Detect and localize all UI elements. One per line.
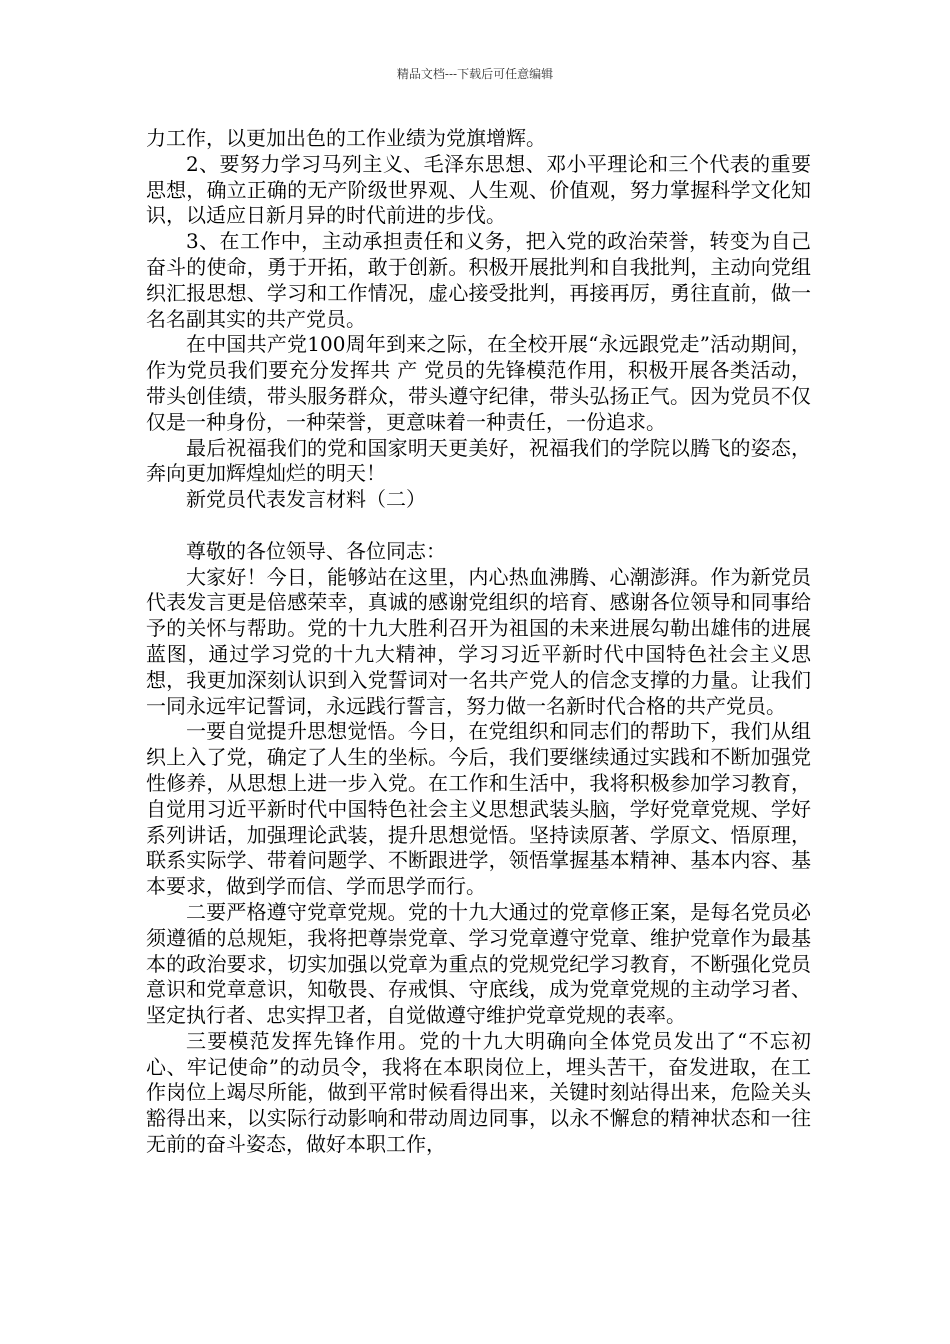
paragraph-point-3: 3、在工作中，主动承担责任和义务，把入党的政治荣誉，转变为自己奋斗的使命，勇于开拓，敢于创新。积极开展批判和自我批判，主动向党组织汇报思想、学习和工作情况，虚心接受批判，再接再厉，勇往直前，做一名名副其实的共产党员。 [146,229,811,331]
document-body [146,126,811,1158]
paragraph-point-three: 三要模范发挥先锋作用。党的十九大明确向全体党员发出了“不忘初心、牢记使命”的动员令，我将在本职岗位上，埋头苦干，奋发进取，在工作岗位上竭尽所能，做到平常时候看得出来，关键时刻站得出来，危险关头豁得出来，以实际行动影响和带动周边同事，以永不懈怠的精神状态和一往无前的奋斗姿态，做好本职工作， [146,1028,811,1157]
paragraph-continuation: 力工作，以更加出色的工作业绩为党旗增辉。 [146,126,546,150]
section-title: 新党员代表发言材料（二） [186,487,426,512]
salutation: 尊敬的各位领导、各位同志： [186,538,446,563]
paragraph-greeting: 大家好！今日，能够站在这里，内心热血沸腾、心潮澎湃。作为新党员代表发言更是倍感荣幸，真诚的感谢党组织的培育、感谢各位领导和同事给予的关怀与帮助。党的十九大胜利召开为祖国的未来进展勾勒出雄伟的进展蓝图，通过学习党的十九大精神，学习习近平新时代中国特色社会主义思想，我更加深刻认识到入党誓词对一名共产党人的信念支撑的力量。让我们一同永远牢记誓词，永远践行誓言，努力做一名新时代合格的共产党员。 [146,564,811,718]
paragraph-point-one: 一要自觉提升思想觉悟。今日，在党组织和同志们的帮助下，我们从组织上入了党，确定了人生的坐标。今后，我们要继续通过实践和不断加强党性修养，从思想上进一步入党。在工作和生活中，我将积极参加学习教育，自觉用习近平新时代中国特色社会主义思想武装头脑，学好党章党规、学好系列讲话，加强理论武装，提升思想觉悟。坚持读原著、学原文、悟原理，联系实际学、带着问题学、不断跟进学，领悟掌握基本精神、基本内容、基本要求，做到学而信、学而思学而行。 [146,719,811,899]
paragraph-point-2: 2、要努力学习马列主义、毛泽东思想、邓小平理论和三个代表的重要思想，确立正确的无产阶级世界观、人生观、价值观，努力掌握科学文化知识，以适应日新月异的时代前进的步伐。 [146,151,811,228]
blank-line [146,513,811,539]
page-header: 精品文档---下载后可任意编辑 [396,67,554,81]
paragraph-closing-wish: 最后祝福我们的党和国家明天更美好，祝福我们的学院以腾飞的姿态，奔向更加辉煌灿烂的明天！ [146,435,811,486]
paragraph-point-two: 二要严格遵守党章党规。党的十九大通过的党章修正案，是每名党员必须遵循的总规矩，我将把尊崇党章、学习党章遵守党章、维护党章作为最基本的政治要求，切实加强以党章为重点的党规党纪学习教育，不断强化党员意识和党章意识，知敬畏、存戒惧、守底线，成为党章党规的主动学习者、坚定执行者、忠实捍卫者，自觉做遵守维护党章党规的表率。 [146,899,811,1028]
paragraph-anniversary: 在中国共产党100周年到来之际，在全校开展“永远跟党走”活动期间，作为党员我们要充分发挥共 产 党员的先锋模范作用，积极开展各类活动，带头创佳绩，带头服务群众，带头遵守纪律，带头弘扬正气。因为党员不仅仅是一种身份，一种荣誉，更意味着一种责任，一份追求。 [146,332,811,434]
